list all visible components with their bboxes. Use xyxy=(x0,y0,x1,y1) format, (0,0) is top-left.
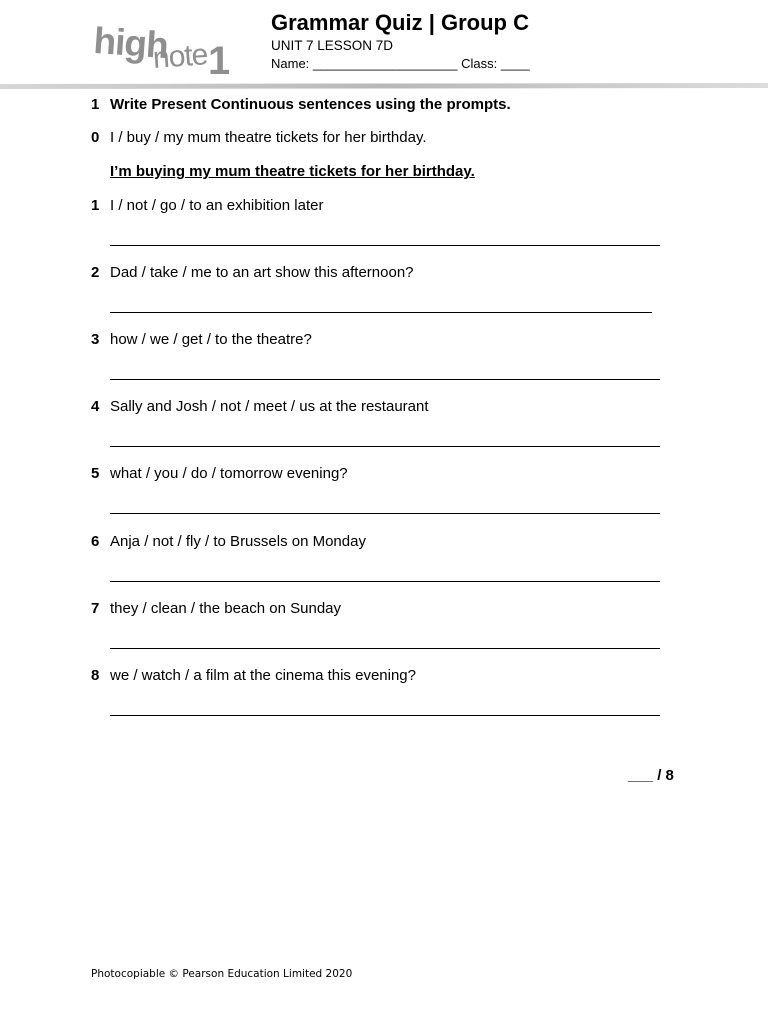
question-number: 3 xyxy=(91,331,100,348)
question-number: 4 xyxy=(91,398,100,415)
question-prompt: Anja / not / fly / to Brussels on Monday xyxy=(110,533,366,550)
logo-number: 1 xyxy=(208,39,231,83)
unit-lesson-subtitle: UNIT 7 LESSON 7D xyxy=(271,38,394,53)
answer-line[interactable] xyxy=(110,581,660,582)
logo-word-high: high xyxy=(92,20,170,67)
question-number: 7 xyxy=(91,600,100,617)
answer-line[interactable] xyxy=(110,379,660,380)
score-box: ___ / 8 xyxy=(628,767,674,784)
question-prompt: how / we / get / to the theatre? xyxy=(110,331,312,348)
question-number: 5 xyxy=(91,465,100,482)
header-divider xyxy=(0,82,768,90)
question-prompt: we / watch / a film at the cinema this evening? xyxy=(110,667,416,684)
copyright-footer: Photocopiable © Pearson Education Limited 2020 xyxy=(91,968,353,980)
answer-line[interactable] xyxy=(110,648,660,649)
answer-line[interactable] xyxy=(110,245,660,246)
question-prompt: I / not / go / to an exhibition later xyxy=(110,197,324,214)
question-prompt: Dad / take / me to an art show this afternoon? xyxy=(110,264,414,281)
answer-line[interactable] xyxy=(110,715,660,716)
answer-line[interactable] xyxy=(110,513,660,514)
question-number: 1 xyxy=(91,197,100,214)
example-number: 0 xyxy=(91,129,100,146)
question-prompt: what / you / do / tomorrow evening? xyxy=(110,465,348,482)
high-note-logo xyxy=(92,20,237,83)
exercise-number: 1 xyxy=(91,96,100,113)
page-title: Grammar Quiz | Group C xyxy=(271,10,529,35)
question-number: 2 xyxy=(91,264,100,281)
answer-line[interactable] xyxy=(110,446,660,447)
logo-word-note: note xyxy=(151,38,209,75)
exercise-instruction: Write Present Continuous sentences using the prompts. xyxy=(110,96,511,113)
answer-line[interactable] xyxy=(110,312,652,313)
question-number: 8 xyxy=(91,667,100,684)
name-class-field: Name: ____________________ Class: ____ xyxy=(271,56,530,71)
question-prompt: they / clean / the beach on Sunday xyxy=(110,600,341,617)
question-prompt: Sally and Josh / not / meet / us at the restaurant xyxy=(110,398,429,415)
example-prompt: I / buy / my mum theatre tickets for her birthday. xyxy=(110,129,427,146)
question-number: 6 xyxy=(91,533,100,550)
example-answer: I’m buying my mum theatre tickets for her birthday. xyxy=(110,163,475,180)
